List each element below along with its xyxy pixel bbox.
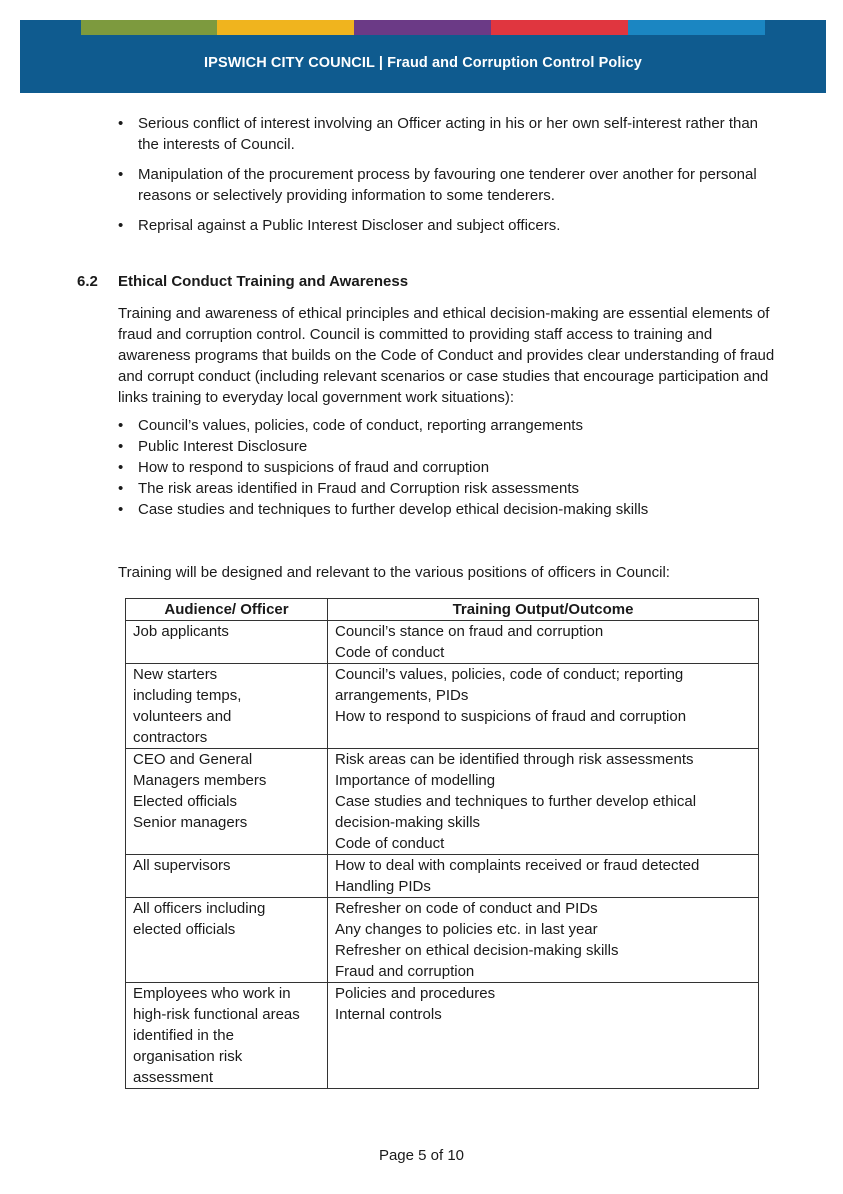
intro-bullet-list [138,113,778,245]
cell-line: Refresher on code of conduct and PIDs [335,900,598,917]
header-stripe-red [491,20,628,35]
cell-line: contractors [133,729,208,746]
list-item: • Manipulation of the procurement process by favouring one tenderer over another for personal reasons or selectively providing information to some tenderers. [138,164,778,206]
cell-line: elected officials [133,921,236,938]
cell-line: Employees who work in [133,985,291,1002]
table-header-row [126,599,759,621]
cell-line: Senior managers [133,814,248,831]
cell-line: organisation risk [133,1048,243,1065]
cell-line: Refresher on ethical decision-making skills [335,942,619,959]
cell-line: Risk areas can be identified through risk assessments [335,751,694,768]
table-row [126,749,759,855]
cell-line: identified in the [133,1027,234,1044]
cell-line: Policies and procedures [335,985,496,1002]
cell-line: assessment [133,1069,214,1086]
cell-line: Fraud and corruption [335,963,475,980]
cell-line: decision-making skills [335,814,481,831]
column-header-audience: Audience/ Officer [126,599,328,621]
cell-line: CEO and General [133,751,253,768]
cell-line: including temps, [133,687,242,704]
cell-line: Elected officials [133,793,237,810]
cell-line: New starters [133,666,218,683]
training-table [125,598,759,1089]
list-item: • The risk areas identified in Fraud and Corruption risk assessments [138,478,778,499]
outcome-cell [328,621,759,664]
cell-line: Council’s values, policies, code of conduct; reporting [335,666,684,683]
outcome-cell [328,855,759,898]
cell-line: Case studies and techniques to further develop ethical [335,793,697,810]
audience-cell [126,855,328,898]
list-item: • Serious conflict of interest involving an Officer acting in his or her own self-interest rather than the interests of Council. [138,113,778,155]
cell-line: Code of conduct [335,644,445,661]
list-item: • Council’s values, policies, code of conduct, reporting arrangements [138,415,778,436]
cell-line: All officers including [133,900,266,917]
page-header [20,20,826,93]
cell-line: Internal controls [335,1006,442,1023]
cell-line: volunteers and [133,708,232,725]
cell-line: All supervisors [133,857,231,874]
header-stripe-blue [628,20,765,35]
table-row [126,898,759,983]
table-body [126,621,759,1089]
cell-line: Any changes to policies etc. in last year [335,921,598,938]
outcome-cell [328,898,759,983]
table-intro: Training will be designed and relevant to the various positions of officers in Council: [118,564,670,581]
training-topics-list [138,415,778,520]
table-row [126,664,759,749]
list-item: • Case studies and techniques to further develop ethical decision-making skills [138,499,778,520]
page-number: Page 5 of 10 [378,1147,465,1164]
cell-line: Handling PIDs [335,878,431,895]
cell-line: arrangements, PIDs [335,687,469,704]
header-stripe-green [81,20,217,35]
cell-line: Managers members [133,772,267,789]
header-title: IPSWICH CITY COUNCIL | Fraud and Corruption Control Policy [204,55,642,71]
cell-line: Importance of modelling [335,772,496,789]
list-item: • Public Interest Disclosure [138,436,778,457]
audience-cell [126,749,328,855]
section-title: Ethical Conduct Training and Awareness [118,273,409,290]
table-row [126,855,759,898]
cell-line: Job applicants [133,623,229,640]
audience-cell [126,664,328,749]
cell-line: Code of conduct [335,835,445,852]
outcome-cell [328,983,759,1089]
outcome-cell [328,749,759,855]
table-row [126,983,759,1089]
list-item: • How to respond to suspicions of fraud and corruption [138,457,778,478]
outcome-cell [328,664,759,749]
section-paragraph: Training and awareness of ethical principles and ethical decision-making are essential elements of fraud and corruption control. Council is committed to providing staff access to training and awareness programs that builds on the Code of Conduct and provides clear understanding of fraud and corrupt conduct (including relevant scenarios or case studies that encourage participation and links training to everyday local government work situations): [118,305,775,406]
audience-cell [126,983,328,1089]
list-item: • Reprisal against a Public Interest Discloser and subject officers. [138,215,778,236]
column-header-outcome: Training Output/Outcome [328,599,759,621]
audience-cell [126,621,328,664]
header-stripe-purple [354,20,491,35]
header-stripe-yellow [217,20,354,35]
audience-cell [126,898,328,983]
section-number: 6.2 [77,273,98,290]
cell-line: high-risk functional areas [133,1006,300,1023]
cell-line: How to deal with complaints received or fraud detected [335,857,700,874]
table-row [126,621,759,664]
cell-line: Council’s stance on fraud and corruption [335,623,604,640]
cell-line: How to respond to suspicions of fraud and corruption [335,708,687,725]
